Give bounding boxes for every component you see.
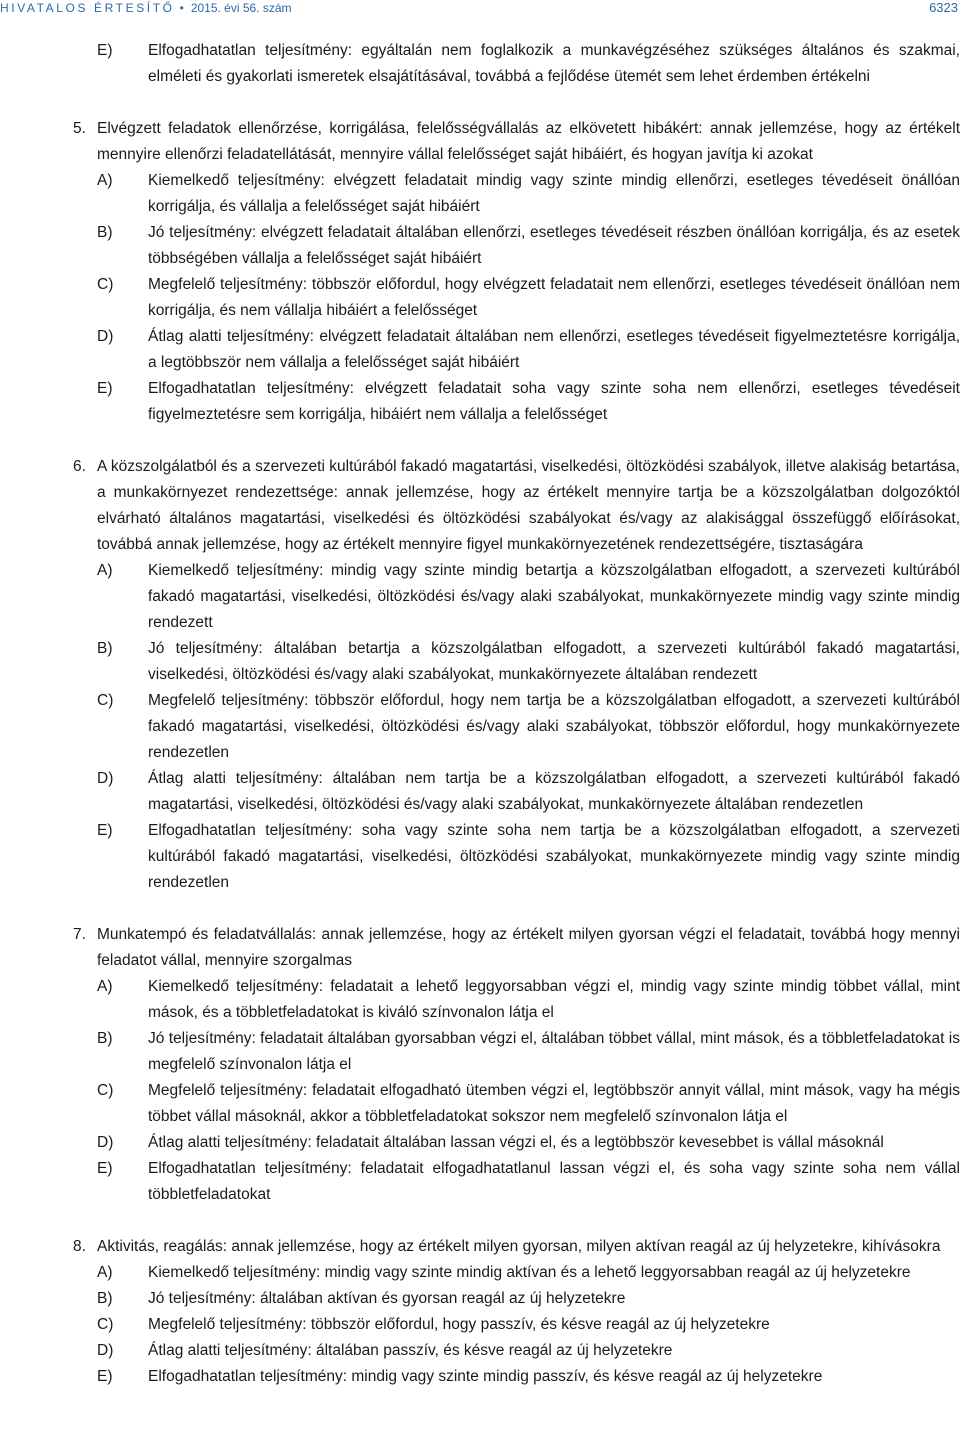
section-heading <box>0 1234 960 1260</box>
section-heading <box>0 922 960 974</box>
section-title: A közszolgálatból és a szervezeti kultúrából fakadó magatartási, viselkedési, öltözködési szabályok, illetve alakiság betartása, a munkakörnyezet rendezettsége: annak jellemzése, hogy az értékelt mennyire tartja be a közszolgálatban dolgozóktól elvárható általános magatartási, viselkedési és öltözködési szabályokat és/vagy az alakisággal összefüggő előírásokat, továbbá annak jellemzése, hogy az értékelt mennyire figyel munkakörnyezetének rendezettségére, tisztaságára <box>97 458 960 553</box>
option-label: C) <box>97 1316 114 1333</box>
option-label: E) <box>97 380 113 397</box>
option-row <box>0 1312 960 1338</box>
section-title: Aktivitás, reagálás: annak jellemzése, hogy az értékelt milyen gyorsan, milyen aktívan reagál az új helyzetekre, kihívásokra <box>97 1238 941 1255</box>
option-label: E) <box>97 1368 113 1385</box>
option-text: Elfogadhatatlan teljesítmény: mindig vagy szinte mindig passzív, és késve reagál az új helyzetekre <box>148 1368 823 1385</box>
option-label: D) <box>97 1342 114 1359</box>
option-row <box>0 766 960 818</box>
option-row <box>0 220 960 272</box>
option-text: Megfelelő teljesítmény: többször előfordul, hogy nem tartja be a közszolgálatban elfogadott, a szervezeti kultúrából fakadó magatartási, viselkedési, öltözködési és/vagy alaki szabályokat, többször előfordul, hogy munkakörnyezete rendezetlen <box>148 692 960 761</box>
spacer <box>0 1208 960 1234</box>
section-heading <box>0 116 960 168</box>
journal-name: HIVATALOS ÉRTESÍTŐ <box>0 1 175 15</box>
option-row <box>0 636 960 688</box>
section-title: Elvégzett feladatok ellenőrzése, korrigálása, felelősségvállalás az elkövetett hibákért: annak jellemzése, hogy az értékelt mennyire ellenőrzi feladatellátását, mennyire vállal felelősséget saját hibáiért, és hogyan javítja ki azokat <box>97 120 960 163</box>
option-text: Megfelelő teljesítmény: többször előfordul, hogy elvégzett feladatait nem ellenőrzi, esetleges tévedéseit önállóan nem korrigálja, és nem vállalja hibáiért a felelősséget <box>148 276 960 319</box>
option-text: Átlag alatti teljesítmény: általában passzív, és késve reagál az új helyzetekre <box>148 1342 673 1359</box>
option-label: B) <box>97 1030 113 1047</box>
issue-label: 2015. évi 56. szám <box>190 1 292 15</box>
option-row <box>0 1364 960 1390</box>
option-text: Elfogadhatatlan teljesítmény: elvégzett feladatait soha vagy szinte soha nem ellenőrzi, esetleges tévedéseit figyelmeztetésre sem korrigálja, hibáiért nem vállalja a felelősséget <box>148 380 960 423</box>
section-7 <box>0 922 960 1208</box>
option-label: A) <box>97 172 113 189</box>
section-number: 5. <box>73 120 86 137</box>
option-label: C) <box>97 1082 114 1099</box>
section-8 <box>0 1234 960 1390</box>
section-number: 6. <box>73 458 86 475</box>
option-row <box>0 1078 960 1130</box>
option-text: Elfogadhatatlan teljesítmény: egyáltalán nem foglalkozik a munkavégzéséhez szükséges általános és szakmai, elméleti és gyakorlati ismeretek elsajátításával, továbbá a fejlődése ütemét sem lehet érdemben értékelni <box>148 42 960 85</box>
option-text: Jó teljesítmény: elvégzett feladatait általában ellenőrzi, esetleges tévedéseit részben önállóan korrigálja, és az esetek többségében vállalja a felelősséget saját hibáiért <box>148 224 960 267</box>
page-header <box>0 0 960 16</box>
section-title: Munkatempó és feladatvállalás: annak jellemzése, hogy az értékelt milyen gyorsan végzi el feladatait, továbbá hogy mennyi feladatot vállal, mennyire szorgalmas <box>97 926 960 969</box>
section-number: 8. <box>73 1238 86 1255</box>
option-row <box>0 1338 960 1364</box>
option-text: Megfelelő teljesítmény: feladatait elfogadható ütemben végzi el, legtöbbször annyit vállal, mint mások, vagy ha mégis többet vállal másoknál, akkor a többletfeladatokat sokszor nem megfelelő színvonalon látja el <box>148 1082 960 1125</box>
document-body <box>0 38 960 1390</box>
option-text: Jó teljesítmény: általában betartja a közszolgálatban elfogadott, a szervezeti kultúrából fakadó magatartási, viselkedési, öltözködési és/vagy alaki szabályokat, munkakörnyezete általában rendezett <box>148 640 960 683</box>
option-label: B) <box>97 224 113 241</box>
option-label: D) <box>97 328 114 345</box>
option-text: Kiemelkedő teljesítmény: elvégzett feladatait mindig vagy szinte mindig ellenőrzi, esetleges tévedéseit önállóan korrigálja, és vállalja a felelősséget saját hibáiért <box>148 172 960 215</box>
option-text: Kiemelkedő teljesítmény: mindig vagy szinte mindig aktívan és a lehető leggyorsabban reagál az új helyzetekre <box>148 1264 911 1281</box>
bullet-separator: • <box>179 1 184 15</box>
option-label: B) <box>97 1290 113 1307</box>
option-label: C) <box>97 276 114 293</box>
option-label: D) <box>97 1134 114 1151</box>
option-text: Jó teljesítmény: általában aktívan és gyorsan reagál az új helyzetekre <box>148 1290 626 1307</box>
option-text: Átlag alatti teljesítmény: általában nem tartja be a közszolgálatban elfogadott, a szervezeti kultúrából fakadó magatartási, viselkedési, öltözködési és/vagy alaki szabályokat, munkakörnyezete általában rendezetlen <box>148 770 960 813</box>
section-number: 7. <box>73 926 86 943</box>
option-label: B) <box>97 640 113 657</box>
option-text: Megfelelő teljesítmény: többször előfordul, hogy passzív, és késve reagál az új helyzetekre <box>148 1316 770 1333</box>
option-row <box>0 1260 960 1286</box>
option-row <box>0 974 960 1026</box>
option-row <box>0 688 960 766</box>
option-text: Elfogadhatatlan teljesítmény: soha vagy szinte soha nem tartja be a közszolgálatban elfogadott, a szervezeti kultúrából fakadó magatartási, viselkedési, öltözködési szabályokat, munkakörnyezete mindig vagy szinte mindig rendezetlen <box>148 822 960 891</box>
option-label: A) <box>97 1264 113 1281</box>
option-row <box>0 818 960 896</box>
option-row <box>0 168 960 220</box>
section-5 <box>0 116 960 428</box>
option-label: A) <box>97 978 113 995</box>
option-text: Jó teljesítmény: feladatait általában gyorsabban végzi el, általában többet vállal, mint mások, és a többletfeladatokat is megfelelő színvonalon látja el <box>148 1030 960 1073</box>
option-row <box>0 1286 960 1312</box>
option-label: E) <box>97 42 113 59</box>
spacer <box>0 896 960 922</box>
option-row <box>0 1026 960 1078</box>
option-text: Elfogadhatatlan teljesítmény: feladatait elfogadhatatlanul lassan végzi el, és soha vagy szinte soha nem vállal többletfeladatokat <box>148 1160 960 1203</box>
option-row <box>0 1156 960 1208</box>
option-label: D) <box>97 770 114 787</box>
option-row <box>0 558 960 636</box>
journal-header <box>0 0 292 16</box>
spacer <box>0 428 960 454</box>
option-label: E) <box>97 1160 113 1177</box>
section-heading <box>0 454 960 558</box>
option-label: E) <box>97 822 113 839</box>
option-label: C) <box>97 692 114 709</box>
spacer <box>0 90 960 116</box>
section-6 <box>0 454 960 896</box>
option-text: Kiemelkedő teljesítmény: mindig vagy szinte mindig betartja a közszolgálatban elfogadott, a szervezeti kultúrából fakadó magatartási, viselkedési, öltözködési és/vagy alaki szabályokat, munkakörnyezete mindig vagy szinte mindig rendezett <box>148 562 960 631</box>
page-number: 6323 <box>929 0 958 15</box>
option-text: Kiemelkedő teljesítmény: feladatait a lehető leggyorsabban végzi el, mindig vagy szinte mindig többet vállal, mint mások, és a többletfeladatokat is kiváló színvonalon látja el <box>148 978 960 1021</box>
intro-option <box>0 38 960 90</box>
option-row <box>0 272 960 324</box>
option-text: Átlag alatti teljesítmény: feladatait általában lassan végzi el, és a legtöbbször kevesebbet is vállal másoknál <box>148 1134 884 1151</box>
option-label: A) <box>97 562 113 579</box>
option-row <box>0 376 960 428</box>
option-text: Átlag alatti teljesítmény: elvégzett feladatait általában nem ellenőrzi, esetleges tévedéseit figyelmeztetésre korrigálja, a legtöbbször nem vállalja a felelősséget saját hibáiért <box>148 328 960 371</box>
option-row <box>0 1130 960 1156</box>
option-row <box>0 324 960 376</box>
